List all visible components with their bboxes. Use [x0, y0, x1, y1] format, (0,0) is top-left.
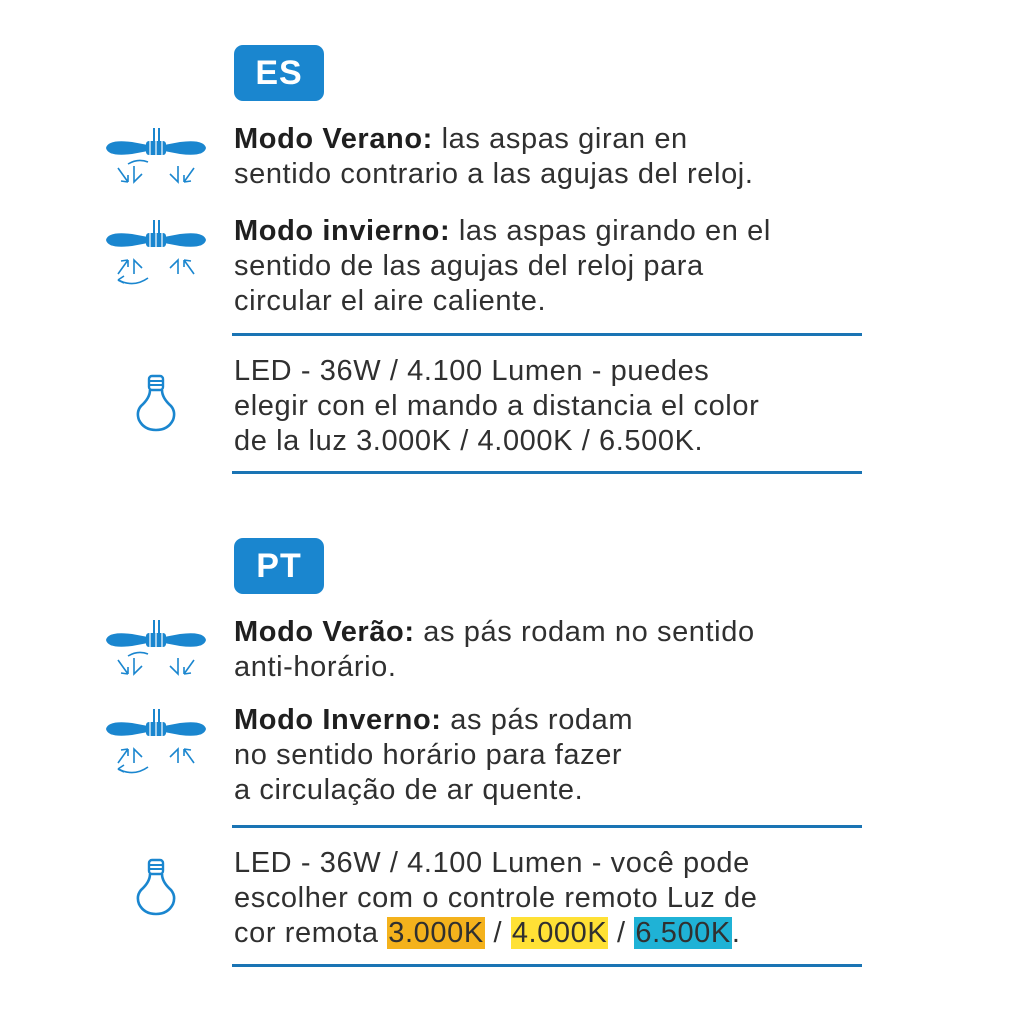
pt-led-text: [234, 846, 758, 951]
es-summer-mode-label: Modo Verano:: [234, 123, 433, 155]
pt-led-line3-prefix: cor remota: [234, 917, 379, 949]
pt-winter-line1: as pás rodam: [450, 704, 634, 736]
es-led-text: [234, 354, 759, 459]
pt-winter-line2: no sentido horário para fazer: [234, 739, 623, 771]
es-summer-line1: las aspas giran en: [441, 123, 688, 155]
bulb-icon: [133, 374, 179, 434]
separator: /: [617, 917, 626, 949]
es-winter-mode-label: Modo invierno:: [234, 215, 451, 247]
language-badge-es: ES: [234, 45, 324, 101]
es-winter-mode-text: [234, 214, 771, 319]
es-led-line1: LED - 36W / 4.100 Lumen - puedes: [234, 355, 710, 387]
language-badge-pt: PT: [234, 538, 324, 594]
fan-summer-icon: [104, 616, 208, 682]
pt-summer-line2: anti-horário.: [234, 651, 397, 683]
divider: [232, 964, 862, 967]
period: .: [731, 917, 741, 949]
fan-summer-icon: [104, 124, 208, 190]
es-winter-line2: sentido de las agujas del reloj para: [234, 250, 704, 282]
pt-led-line1: LED - 36W / 4.100 Lumen - você pode: [234, 847, 750, 879]
es-summer-line2: sentido contrario a las agujas del reloj.: [234, 158, 754, 190]
es-winter-line1: las aspas girando en el: [458, 215, 771, 247]
color-temp-6500k: 6.500K: [635, 917, 731, 949]
divider: [232, 825, 862, 828]
color-temp-3000k: 3.000K: [388, 917, 484, 949]
pt-winter-mode-label: Modo Inverno:: [234, 704, 442, 736]
pt-winter-mode-text: [234, 703, 633, 808]
separator: /: [493, 917, 503, 949]
bulb-icon: [133, 858, 179, 918]
es-summer-mode-text: [234, 122, 754, 192]
fan-winter-icon: [104, 705, 208, 781]
pt-summer-line1: as pás rodam no sentido: [423, 616, 755, 648]
es-winter-line3: circular el aire caliente.: [234, 285, 547, 317]
divider: [232, 333, 862, 336]
pt-winter-line3: a circulação de ar quente.: [234, 774, 584, 806]
es-led-line3: de la luz 3.000K / 4.000K / 6.500K.: [234, 425, 704, 457]
pt-summer-mode-text: [234, 615, 755, 685]
divider: [232, 471, 862, 474]
es-led-line2: elegir con el mando a distancia el color: [234, 390, 760, 422]
fan-winter-icon: [104, 216, 208, 292]
pt-led-line2: escolher com o controle remoto Luz de: [234, 882, 758, 914]
pt-summer-mode-label: Modo Verão:: [234, 616, 415, 648]
color-temp-4000k: 4.000K: [511, 917, 608, 949]
